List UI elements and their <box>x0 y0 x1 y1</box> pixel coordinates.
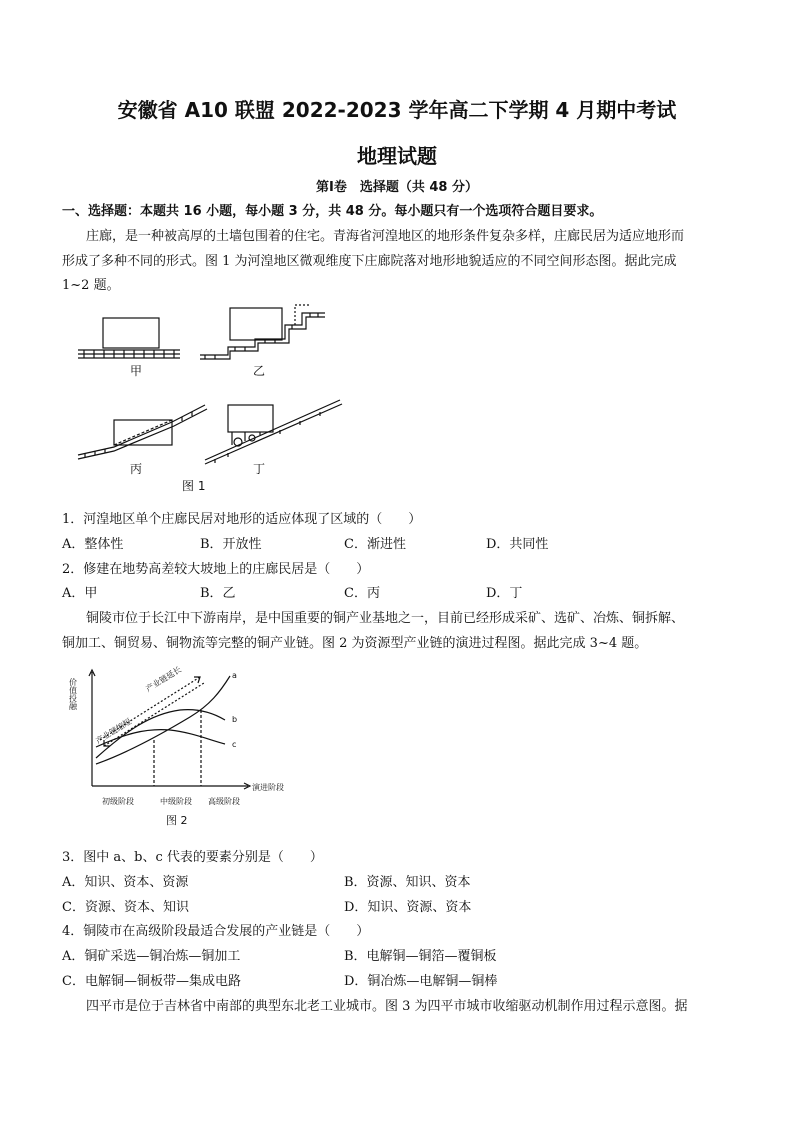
q4-option-a[interactable]: A．铜矿采选—铜冶炼—铜加工 <box>62 949 241 964</box>
fig1-jia <box>78 318 180 358</box>
fig2-curve-label: a <box>232 671 237 680</box>
passage1-line: 形成了多种不同的形式。图 1 为河湟地区微观维度下庄廊院落对地形地貌适应的不同空间形态图。据此完成 <box>62 254 677 269</box>
question-3-stem: 3．图中 a、b、c 代表的要素分别是（ ） <box>62 850 323 865</box>
fig2-stage: 高级阶段 <box>208 797 240 806</box>
fig1-yi <box>200 305 325 359</box>
q4-option-d[interactable]: D．铜冶炼—电解铜—铜棒 <box>344 974 498 989</box>
fig2-arrow-label: 产业链缩短 <box>94 716 133 746</box>
passage1-line: 庄廊，是一种被高厚的土墙包围着的住宅。青海省河湟地区的地形条件复杂多样，庄廊民居为适应地形而 <box>86 229 685 244</box>
q1-option-a[interactable]: A．整体性 <box>62 537 124 552</box>
q4-option-b[interactable]: B．电解铜—铜箔—覆铜板 <box>344 949 497 964</box>
q4-option-c[interactable]: C．电解铜—铜板带—集成电路 <box>62 974 241 989</box>
house-jia <box>103 318 159 348</box>
passage2-line: 铜陵市位于长江中下游南岸，是中国重要的铜产业基地之一，目前已经形成采矿、选矿、冶炼、铜拆解、 <box>86 611 685 626</box>
q3-option-c[interactable]: C．资源、资本、知识 <box>62 900 189 915</box>
figure1-diagram <box>70 295 350 495</box>
q1-option-c[interactable]: C．渐进性 <box>344 537 406 552</box>
section-heading: 第Ⅰ卷 选择题（共 48 分） <box>316 180 478 195</box>
fig2-stage: 初级阶段 <box>102 797 134 806</box>
fig2-caption: 图 2 <box>166 814 188 827</box>
q2-option-d[interactable]: D．丁 <box>486 586 523 601</box>
fig2-stage: 中级阶段 <box>160 797 192 806</box>
q2-option-b[interactable]: B．乙 <box>200 586 236 601</box>
fig1-caption: 图 1 <box>182 479 206 493</box>
question-2-stem: 2．修建在地势高差较大坡地上的庄廊民居是（ ） <box>62 562 370 577</box>
house-ding <box>228 405 273 432</box>
passage2-line: 铜加工、铜贸易、铜物流等完整的铜产业链。图 2 为资源型产业链的演进过程图。据此完成 3~4 题。 <box>62 636 648 651</box>
fig1-label: 甲 <box>130 364 143 378</box>
fig1-ding <box>205 400 342 464</box>
figure2-diagram <box>70 662 320 832</box>
fig2-ylabel: 价值投融 <box>68 678 78 710</box>
fig1-bing <box>78 405 207 459</box>
fig2-arrow-label: 产业链延长 <box>144 664 183 694</box>
exam-title: 安徽省 A10 联盟 2022-2023 学年高二下学期 4 月期中考试 <box>117 98 677 122</box>
fig2-xlabel: 演进阶段 <box>252 783 284 792</box>
fig1-label: 丁 <box>253 462 266 476</box>
question-4-stem: 4．铜陵市在高级阶段最适合发展的产业链是（ ） <box>62 924 370 939</box>
q2-option-c[interactable]: C．丙 <box>344 586 380 601</box>
fig2-curve-label: c <box>232 740 237 749</box>
exam-subtitle: 地理试题 <box>357 144 437 168</box>
q2-option-a[interactable]: A．甲 <box>62 586 98 601</box>
fig2-curve-label: b <box>232 715 238 724</box>
passage1-line: 1~2 题。 <box>62 278 120 293</box>
passage3-line: 四平市是位于吉林省中南部的典型东北老工业城市。图 3 为四平市城市收缩驱动机制作用过程示意图。据 <box>86 999 688 1014</box>
arrow-short <box>104 683 204 746</box>
fig1-label: 丙 <box>130 462 143 476</box>
question-1-stem: 1．河湟地区单个庄廊民居对地形的适应体现了区域的（ ） <box>62 512 422 527</box>
fig1-label: 乙 <box>253 364 266 378</box>
q1-option-b[interactable]: B．开放性 <box>200 537 262 552</box>
q1-option-d[interactable]: D．共同性 <box>486 537 549 552</box>
q3-option-a[interactable]: A．知识、资本、资源 <box>62 875 189 890</box>
curve-a <box>96 676 230 764</box>
instructions: 一、选择题：本题共 16 小题，每小题 3 分，共 48 分。每小题只有一个选项符合题目要求。 <box>62 204 603 219</box>
q3-option-d[interactable]: D．知识、资源、资本 <box>344 900 472 915</box>
q3-option-b[interactable]: B．资源、知识、资本 <box>344 875 471 890</box>
house-yi <box>230 308 282 340</box>
